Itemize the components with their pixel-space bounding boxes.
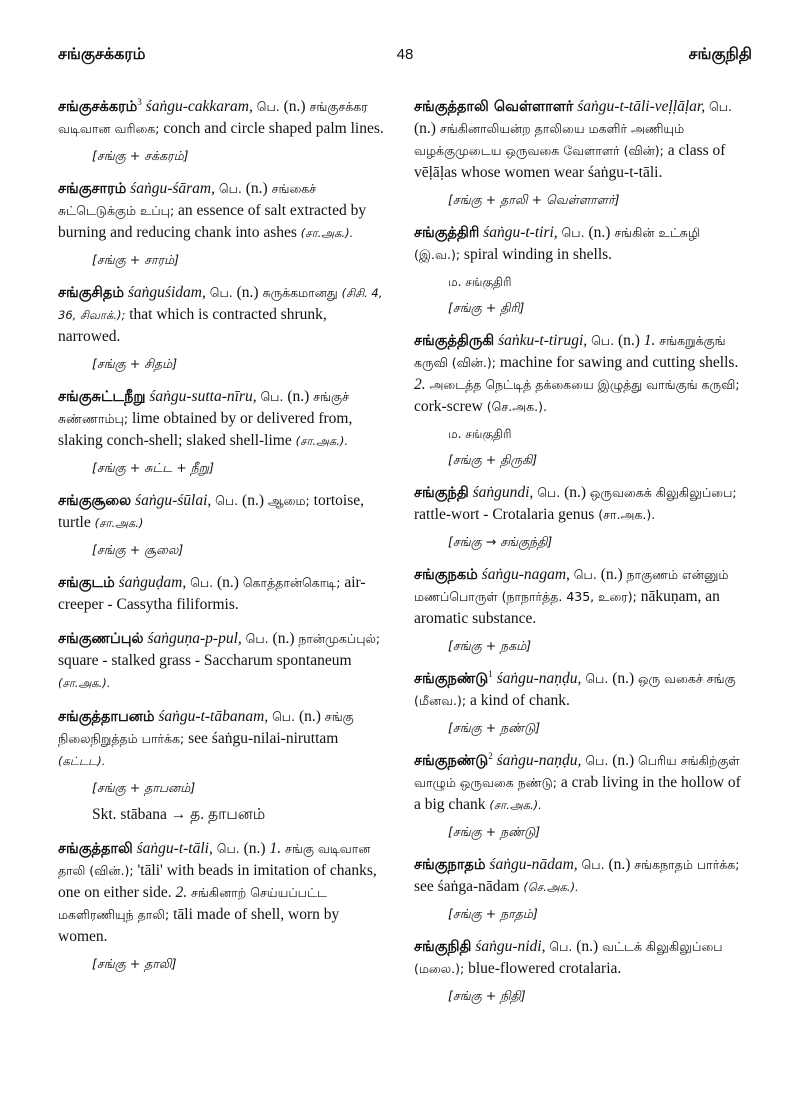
pos-english: (n.) — [287, 388, 310, 405]
source-citation: (சா.அக.). — [295, 434, 349, 448]
source-citation: (சிசி. 4, 36, சிவாக்.); — [58, 286, 383, 322]
headword-superscript: 1 — [488, 668, 493, 679]
pos-tamil: பெ. — [260, 389, 284, 404]
transliteration: śaṅgu-nidi, — [475, 938, 546, 955]
transliteration: śaṅgu-t-tiri, — [483, 224, 558, 241]
definition-english: nākuṇam, an aromatic substance. — [414, 588, 720, 627]
source-citation: (இ.வ.); — [414, 247, 461, 262]
dictionary-entry — [58, 386, 388, 478]
etymology: [சங்கு + சாரம்] — [92, 252, 180, 267]
transliteration: śaṅgu-t-tābanam, — [158, 708, 269, 725]
pos-english: (n.) — [414, 120, 436, 137]
dictionary-entry — [58, 706, 388, 826]
headword: சங்குத்தாலி வெள்ளாளர் — [414, 99, 574, 115]
headword: சங்குசூலை — [58, 493, 132, 509]
etymology: [சங்கு + நண்டு] — [448, 720, 541, 735]
right-column — [414, 96, 744, 1018]
pos-english: (n.) — [243, 840, 266, 857]
pos-tamil: பெ. — [215, 493, 239, 508]
pos-tamil: பெ. — [537, 485, 561, 500]
entry-body — [58, 96, 388, 140]
definition-english: a class of vēḷāḷas whose women wear śaṅgu-t-tāli. — [414, 142, 726, 181]
definition-tamil: சுருக்கமானது — [262, 285, 338, 300]
definition-english: see śaṅgu-nilai-niruttam — [188, 730, 339, 747]
pos-english: (n.) — [588, 224, 611, 241]
pos-english: (n.) — [608, 856, 631, 873]
etymology: [சங்கு + நண்டு] — [448, 824, 541, 839]
headword: சங்குத்திருகி — [414, 333, 495, 349]
entry-body — [414, 222, 744, 266]
entry-body — [58, 178, 388, 244]
etymology: [சங்கு + திருகி] — [448, 452, 538, 467]
definition-english: rattle-wort - Crotalaria genus — [414, 506, 595, 523]
transliteration: śaṅgu-cakkaram, — [145, 98, 253, 115]
headword: சங்குநிதி — [414, 939, 472, 955]
entry-body — [414, 750, 744, 816]
malayalam-cognate: ம. சங்குதிரி — [448, 275, 512, 289]
dictionary-entry — [414, 668, 744, 738]
definition-tamil: நான்முகப்புல்; — [298, 631, 381, 646]
source-citation: (கட்டட). — [58, 754, 106, 768]
definition-english: air-creeper - Cassytha filiformis. — [58, 574, 366, 613]
etymology: [சங்கு + சிதம்] — [92, 356, 178, 371]
entry-body — [58, 838, 388, 948]
headword: சங்குத்தாலி — [58, 841, 133, 857]
entry-body — [58, 282, 388, 348]
pos-tamil: பெ. — [190, 575, 214, 590]
dictionary-entry — [414, 564, 744, 656]
definition-tamil: ஒருவகைக் கிலுகிலுப்பை; — [589, 485, 737, 500]
headword: சங்குசக்கரம் — [58, 99, 138, 115]
source-citation: (சா.அக.). — [598, 507, 656, 522]
entry-body — [414, 936, 744, 980]
dictionary-entry — [58, 628, 388, 694]
etymology: [சங்கு + நிதி] — [448, 988, 526, 1003]
entry-body — [58, 706, 388, 772]
page-header — [58, 44, 752, 70]
headword: சங்குசுட்டநீறு — [58, 389, 146, 405]
definition-tamil: கொத்தான்கொடி; — [242, 575, 341, 590]
etymology: [சங்கு + சுட்ட + நீறு] — [92, 460, 215, 475]
pos-tamil: பெ. — [561, 225, 585, 240]
dictionary-entry — [414, 750, 744, 842]
headword: சங்குணப்புல் — [58, 631, 144, 647]
pos-tamil: பெ. — [245, 631, 269, 646]
etymology: [சங்கு + தாலி + வெள்ளாளர்] — [448, 192, 620, 207]
pos-english: (n.) — [272, 630, 295, 647]
entry-body — [414, 854, 744, 898]
sense-english: tāli made of shell, worn by women. — [58, 906, 340, 945]
sense-source: (வின்.); — [89, 863, 134, 878]
definition-tamil: சங்கைச் சுட்டெடுக்கும் உப்பு; — [58, 181, 317, 218]
etymology: [சங்கு + நாதம்] — [448, 906, 538, 921]
source-citation: (சா.அக.). — [489, 798, 542, 812]
headword: சங்குநண்டு — [414, 753, 489, 769]
pos-english: (n.) — [612, 752, 635, 769]
sense-number: 2. — [414, 376, 426, 393]
dictionary-entry — [414, 330, 744, 470]
entry-body — [414, 96, 744, 184]
transliteration: śaṅgu-t-tāli, — [136, 840, 213, 857]
source-citation: (சா.அக.) — [94, 516, 144, 530]
headword: சங்குத்தாபனம் — [58, 709, 155, 725]
entry-body — [414, 668, 744, 712]
dictionary-entry — [58, 96, 388, 166]
dictionary-entry — [414, 482, 744, 552]
etymology: [சங்கு → சங்குந்தி] — [448, 534, 553, 549]
dictionary-entry — [414, 96, 744, 210]
definition-tamil: ஒரு வகைச் சங்கு — [638, 671, 736, 686]
sense-number: 2. — [175, 884, 188, 901]
sense-tamil: அடைத்த நெட்டித் தக்கையை இழுத்து வாங்குங் கருவி; — [429, 377, 740, 392]
definition-english: see śaṅga-nādam — [414, 878, 520, 895]
transliteration: śaṅgu-śāram, — [130, 180, 215, 197]
definition-tamil: ஆமை; — [267, 493, 310, 508]
definition-english: an essence of salt extracted by burning and reducing chank into ashes — [58, 202, 367, 241]
pos-english: (n.) — [298, 708, 321, 725]
headword: சங்குத்திரி — [414, 225, 480, 241]
entry-body — [414, 564, 744, 630]
headword: சங்குநாதம் — [414, 857, 486, 873]
definition-english: lime obtained by or delivered from, slaking conch-shell; slaked shell-lime — [58, 410, 353, 449]
pos-english: (n.) — [600, 566, 623, 583]
source-citation: (சா.அக.). — [58, 676, 111, 690]
dictionary-entry — [414, 222, 744, 318]
pos-tamil: பெ. — [549, 939, 573, 954]
definition-tamil: சங்கினாலியன்ற தாலியை மகளிர் அணியும் வழக்குமுடைய ஒருவகை வேளாளர் — [414, 121, 685, 158]
dictionary-entry — [58, 282, 388, 374]
dictionary-entry — [414, 936, 744, 1006]
definition-english: a crab living in the hollow of a big chank — [414, 774, 741, 813]
pos-tamil: பெ. — [709, 99, 733, 114]
sense-number: 1. — [643, 332, 656, 349]
header-right-guideword: சங்குநிதி — [688, 44, 752, 63]
dictionary-entry — [58, 572, 388, 616]
etymology: [சங்கு + திரி] — [448, 300, 525, 315]
definition-english: square - stalked grass - Saccharum spontaneum — [58, 652, 352, 669]
source-citation: (செ.அக.). — [486, 399, 547, 414]
transliteration: śaṅgu-śūlai, — [135, 492, 212, 509]
source-citation: (சா.அக.). — [300, 226, 354, 240]
transliteration: śaṅguśidam, — [127, 284, 206, 301]
pos-english: (n.) — [564, 484, 587, 501]
pos-tamil: பெ. — [585, 671, 609, 686]
headword: சங்குநகம் — [414, 567, 478, 583]
sense-number: 1. — [269, 840, 282, 857]
source-citation: (நாநார்த்த. 435, உரை); — [501, 589, 637, 604]
pos-tamil: பெ. — [218, 181, 242, 196]
pos-english: (n.) — [245, 180, 268, 197]
definition-english: spiral winding in shells. — [463, 246, 613, 263]
transliteration: śaṅgundi, — [472, 484, 534, 501]
pos-english: (n.) — [236, 284, 259, 301]
sense-english: cork-screw — [414, 398, 483, 415]
pos-tamil: பெ. — [573, 567, 597, 582]
dictionary-entry — [58, 178, 388, 270]
entry-body — [58, 572, 388, 616]
headword: சங்குநண்டு — [414, 671, 489, 687]
entry-body — [58, 386, 388, 452]
transliteration: śaṅgu-sutta-nīru, — [149, 388, 257, 405]
sense-tamil: சங்கினாற் செய்யப்பட்ட மகளிரணியுந் தாலி; — [58, 885, 327, 922]
definition-english: conch and circle shaped palm lines. — [163, 120, 384, 137]
entry-body — [58, 490, 388, 534]
sense-english: 'tāli' with beads in imitation of chanks, one on either side. — [58, 862, 377, 901]
headword: சங்குசிதம் — [58, 285, 125, 301]
definition-tamil: சங்கநாதம் பார்க்க; — [634, 857, 740, 872]
transliteration: śaṅguṇa-p-pul, — [147, 630, 242, 647]
source-citation: (செ.அக.). — [523, 880, 579, 894]
sense-tamil: சங்கு வடிவான தாலி — [58, 841, 371, 878]
transliteration: śaṅgu-naṇḍu, — [496, 670, 582, 687]
definition-english: a kind of chank. — [470, 692, 570, 709]
sense-english: machine for sawing and cutting shells. — [499, 354, 739, 371]
headword-superscript: 2 — [488, 750, 493, 761]
transliteration: śaṅku-t-tirugi, — [498, 332, 588, 349]
entry-body — [58, 628, 388, 694]
transliteration: śaṅguḍam, — [118, 574, 187, 591]
source-citation: (மலை.); — [414, 961, 465, 976]
headword: சங்குந்தி — [414, 485, 469, 501]
definition-tamil: சங்குச் சுண்ணாம்பு; — [58, 389, 349, 426]
pos-english: (n.) — [242, 492, 264, 509]
dictionary-entry — [414, 854, 744, 924]
headword: சங்குடம் — [58, 575, 115, 591]
pos-tamil: பெ. — [272, 709, 296, 724]
pos-english: (n.) — [283, 98, 306, 115]
pos-tamil: பெ. — [209, 285, 233, 300]
dictionary-entry — [58, 490, 388, 560]
definition-tamil: பெரிய சங்கிற்குள் வாழும் ஒருவகை நண்டு; — [414, 753, 740, 790]
definition-tamil: சங்குசக்கர வடிவான வரிகை; — [58, 99, 368, 136]
pos-english: (n.) — [617, 332, 640, 349]
etymology: [சங்கு + தாலி] — [92, 956, 177, 971]
pos-tamil: பெ. — [256, 99, 280, 114]
sense-source: (வின்.); — [451, 355, 496, 370]
transliteration: śaṅgu-naṇḍu, — [496, 752, 582, 769]
entry-body — [414, 482, 744, 526]
entry-body — [414, 330, 744, 418]
definition-english: tortoise, turtle — [58, 492, 365, 531]
pos-english: (n.) — [217, 574, 239, 591]
definition-english: that which is contracted shrunk, narrowed. — [58, 306, 327, 345]
left-column — [58, 96, 388, 986]
definition-tamil: நாகுணம் என்னும் மணப்பொருள் — [414, 567, 729, 604]
etymology: [சங்கு + சக்கரம்] — [92, 148, 189, 163]
source-citation: (வின்); — [623, 143, 664, 158]
dictionary-entry — [58, 838, 388, 974]
transliteration: śaṅgu-t-tāli-veḷḷāḷar, — [577, 98, 706, 115]
pos-tamil: பெ. — [581, 857, 605, 872]
etymology: [சங்கு + நகம்] — [448, 638, 532, 653]
sense-tamil: சங்கறுக்குங் கருவி — [414, 333, 726, 370]
pos-tamil: பெ. — [585, 753, 609, 768]
transliteration: śaṅgu-nagam, — [481, 566, 570, 583]
definition-tamil: சங்கின் உட்சுழி — [614, 225, 701, 240]
headword-superscript: 3 — [137, 96, 142, 107]
header-left-guideword: சங்குசக்கரம் — [58, 44, 146, 63]
source-citation: (மீனவ.); — [414, 693, 467, 708]
definition-tamil: சங்கு நிலைநிறுத்தம் பார்க்க; — [58, 709, 354, 746]
headword: சங்குசாரம் — [58, 181, 127, 197]
etymology: [சங்கு + சூலை] — [92, 542, 184, 557]
etymology: [சங்கு + தாபனம்] — [92, 780, 196, 795]
pos-english: (n.) — [612, 670, 635, 687]
definition-tamil: வட்டக் கிலுகிலுப்பை — [602, 939, 723, 954]
sanskrit-derivation: Skt. stābana → த. தாபனம் — [92, 806, 266, 823]
pos-tamil: பெ. — [216, 841, 240, 856]
definition-english: blue-flowered crotalaria. — [468, 960, 622, 977]
transliteration: śaṅgu-nādam, — [489, 856, 578, 873]
pos-tamil: பெ. — [591, 333, 615, 348]
pos-english: (n.) — [576, 938, 599, 955]
page-number: 48 — [396, 46, 414, 63]
malayalam-cognate: ம. சங்குதிரி — [448, 427, 512, 441]
